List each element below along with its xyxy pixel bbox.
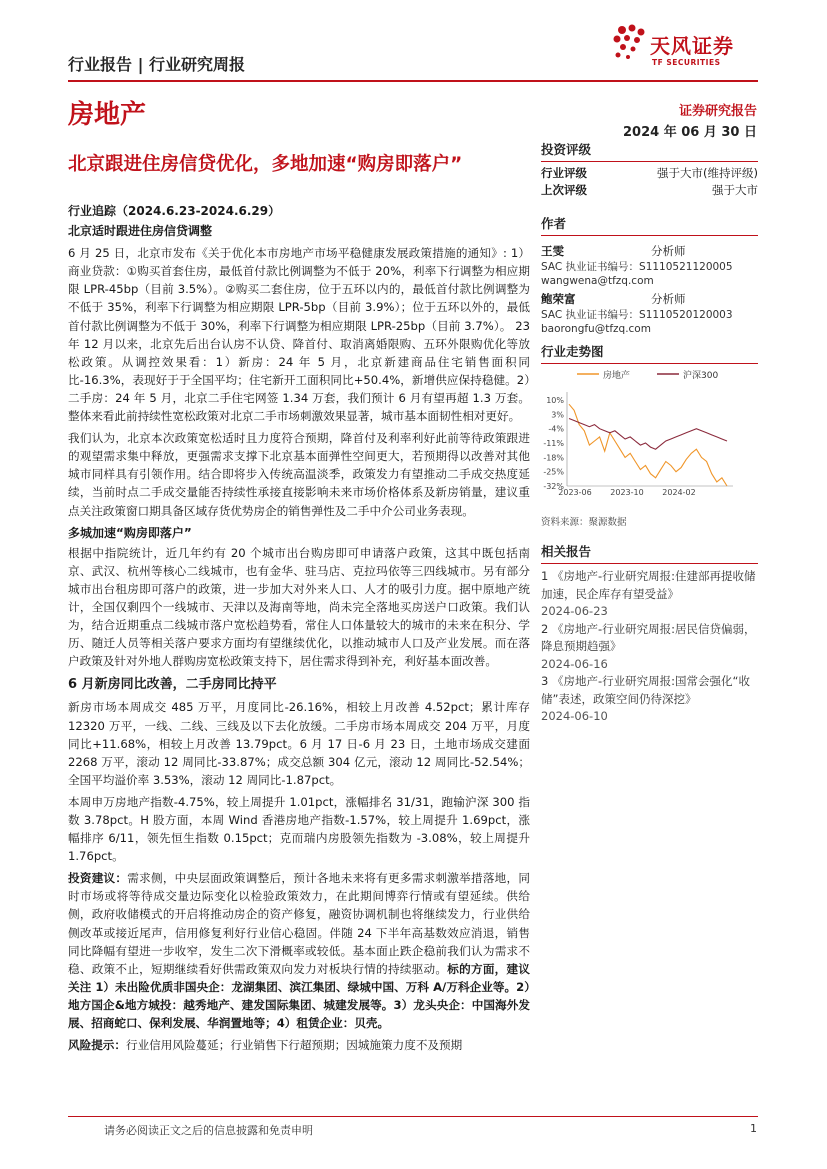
investment-label: 投资建议：: [68, 871, 128, 886]
series-line: [569, 419, 727, 450]
risk-text: 行业信用风险蔓延；行业销售下行超预期；因城施策力度不及预期: [125, 1038, 463, 1053]
prev-rating-row: [541, 182, 758, 199]
chart-source: 资料来源：聚源数据: [541, 517, 627, 528]
related-text[interactable]: 3 《房地产-行业研究周报:国常会强化“收储”表述，政策空间仍待深挖》: [541, 674, 750, 706]
x-tick-label: 2024-02: [662, 488, 696, 497]
sector-title: 房地产: [68, 100, 147, 130]
investment-targets: 标的方面，建议关注 1）未出险优质非国央企：龙湖集团、滨江集团、绿城中国、万科 A/万科企业等。2）地方国企&地方城投：越秀地产、建发国际集团、城建发展等。3）龙头央企：中国海外发展、招商蛇口、保利发展、华润置地等；4）租赁企业：贝壳。: [68, 961, 530, 1031]
paragraph-beijing-policy: 6 月 25 日，北京市发布《关于优化本市房地产市场平稳健康发展政策措施的通知》: 1）商业贷款：①购买首套住房，最低首付款比例调整为不低于 20%，利率下行调整为相应期限 LPR-45bp（目前 3.5%）。②购买二套住房，位于五环以内的，最低首付款比例调整为不低于 35%，利率下行调整为相应期限 LPR-5bp（目前 3.9%）；位于五环以外的，最低首付款比例调整为不低于 30%，利率下行调整为相应期限 LPR-25bp（目前 3.7%）。 23 年 12 月以来，北京先后出台认房不认贷、降首付、取消离婚限购、五环外限购优化等放松政策。从调控效果看：1）新房：24 年 5 月，北京新建商品住宅销售面积同比-16.3%，表现好于于全国平均；住宅新开工面积同比+50.4%，新增供应保持稳健。2）二手房：24 年 5 月，北京二手住宅网签 1.34 万套，我们预计 6 月有望再超 1.3 万套。整体来看此前持续性宽松政策对北京二手市场刺激效果显著，城市基本面韧性相对更好。: [68, 246, 530, 424]
rating-block: [541, 137, 758, 199]
report-title: 北京跟进住房信贷优化，多地加速“购房即落户”: [68, 154, 463, 175]
author-role: 分析师: [651, 292, 686, 306]
related-date: 2024-06-16: [541, 656, 608, 671]
author-name: 鲍荣富: [541, 292, 576, 306]
investment-text: 需求侧，中央层面政策调整后，预计各地未来将有更多需求刺激举措落地，同时市场或将等待成交量边际变化以检验政策效力，在此期间博弈行情或有望延续。供给侧，政府收储模式的开启将推动房企的资产修复，融资协调机制也将继续发力，行业供给侧改革或接近尾声，信用修复利好行业信心稳固。伴随 24 下半年高基数效应消退，销售同比降幅有望进一步收窄，发生二次下滑概率或较低。基本面止跌企稳前我们认为需求不稳、政策不止，短期继续看好供需政策双向发力对板块行情的持续驱动。: [68, 871, 530, 976]
related-text[interactable]: 2 《房地产-行业研究周报:居民信贷偏弱，降息预期趋强》: [541, 621, 756, 653]
y-tick-label: -32%: [543, 482, 564, 491]
rating-label: 行业评级: [541, 166, 587, 180]
related-block: [541, 542, 758, 726]
paragraph-hukou: 根据中指院统计，近几年约有 20 个城市出台购房即可申请落户政策，这其中既包括南京、武汉、杭州等核心二线城市，也有金华、驻马店、克拉玛依等三四线城市。另有部分城市出台租房即可落户的政策，进一步加大对外来人口、人才的吸引力度。据中原地产统计，全国仅剩四个一线城市、天津以及海南等地，尚未完全落地买房送户口政策。我们认为，结合近期重点二线城市落户宽松趋势看，常住人口体量较大的城市的未来在积分、学历、随迁人员等相关落户要求方面均有望继续优化，以推动城市人口及产业发展。而在落户政策及针对外地人群购房宽松政策支持下，居住需求得到补充，利好基本面改善。: [68, 545, 530, 669]
author-title: 作者: [541, 214, 758, 236]
author-block: [541, 214, 758, 336]
paragraph-opinion: 我们认为，北京本次政策宽松适时且力度符合预期，降首付及利率利好此前等待政策跟进的观望需求集中释放，更强需求支撑下北京基本面弹性空间更大，若预期得以改善对其他城市同样具有引领作用。结合即将步入传统高温淡季，政策发力有望推动二手成交热度延续，当前时点二手成交量能否持续性承接直接影响未来市场价格体系及新房销量，建议重点关注政策窗口期具备区域存货优势房企的销售弹性及二手中介公司业务表现。: [68, 431, 530, 518]
related-item[interactable]: [541, 621, 758, 674]
prev-rating-label: 上次评级: [541, 183, 587, 197]
footer-divider: [68, 1116, 758, 1117]
related-item[interactable]: [541, 568, 758, 621]
related-item[interactable]: [541, 673, 758, 726]
tracking-title: 行业追踪（2024.6.23-2024.6.29）: [68, 204, 281, 218]
footer-disclaimer: 请务必阅读正文之后的信息披露和免责申明: [104, 1124, 313, 1137]
author-item: [541, 243, 758, 288]
rating-title: 投资评级: [541, 137, 758, 162]
x-tick-label: 2023-10: [610, 488, 644, 497]
section-title-beijing: 北京适时跟进住房信贷调整: [68, 224, 213, 239]
industry-trend-chart: [541, 360, 758, 500]
page-number: 1: [750, 1122, 757, 1135]
risk-label: 风险提示：: [68, 1038, 126, 1053]
y-tick-label: -25%: [543, 467, 564, 477]
header-breadcrumb: 行业报告 | 行业研究周报: [68, 55, 245, 74]
y-tick-label: -11%: [543, 439, 564, 449]
y-tick-label: 3%: [551, 410, 564, 420]
main-content: [68, 200, 530, 1055]
author-sac: SAC 执业证书编号：S1110521120005: [541, 261, 733, 273]
logo-text-cn: 天风证券: [650, 34, 734, 58]
rating-row: [541, 165, 758, 182]
paragraph-index: 本周申万房地产指数-4.75%，较上周提升 1.01pct，涨幅排名 31/31，跑输沪深 300 指数 3.78pct。H 股方面，本周 Wind 香港房地产指数-1.57%，较上周提升 1.69pct，涨幅排序 6/11，领先恒生指数 0.15pct；克而瑞内房股领先指数为 -3.08%，较上周提升 1.76pct。: [68, 794, 530, 864]
y-tick-label: -18%: [543, 453, 564, 463]
related-date: 2024-06-23: [541, 604, 608, 618]
logo-mark-icon: [610, 22, 650, 68]
chart-title: 行业走势图: [541, 342, 758, 364]
company-logo: [610, 22, 760, 72]
y-tick-label: -4%: [548, 424, 564, 434]
related-title: 相关报告: [541, 542, 758, 564]
author-email[interactable]: baorongfu@tfzq.com: [541, 323, 651, 335]
related-text[interactable]: 1 《房地产-行业研究周报:住建部再提收储加速，民企库存有望受益》: [541, 569, 756, 601]
author-email[interactable]: wangwena@tfzq.com: [541, 275, 654, 287]
related-date: 2024-06-10: [541, 709, 608, 723]
prev-rating-value: 强于大市: [712, 183, 758, 197]
paragraph-market: 新房市场本周成交 485 万平，月度同比-26.16%，相较上月改善 4.52pct；累计库存 12320 万平，一线、二线、三线及以下去化放缓。二手房市场本周成交 204 万平，月度同比+11.68%，相较上月改善 13.79pct。6 月 17 日-6 月 23 日，土地市场成交建面 2268 万平，滚动 12 周同比-33.87%；成交总额 304 亿元，滚动 12 周同比-52.54%；全国平均溢价率 3.53%，滚动 12 周同比-1.87pct。: [68, 700, 530, 787]
y-tick-label: 10%: [546, 396, 564, 406]
header-divider: [68, 80, 758, 82]
x-tick-label: 2023-06: [558, 488, 592, 497]
logo-text-en: TF SECURITIES: [652, 58, 721, 67]
paragraph-risk: [68, 1036, 530, 1054]
paragraph-investment: [68, 869, 530, 1032]
author-item: [541, 291, 758, 336]
author-role: 分析师: [651, 244, 686, 258]
author-name: 王雯: [541, 244, 564, 258]
rating-value: 强于大市(维持评级): [657, 166, 758, 180]
section-title-market: 6 月新房同比改善，二手房同比持平: [68, 677, 277, 693]
author-sac: SAC 执业证书编号：S1110520120003: [541, 309, 733, 321]
report-type: 证券研究报告: [678, 104, 757, 119]
legend-label: 沪深300: [683, 371, 719, 381]
report-date: 2024 年 06 月 30 日: [623, 125, 757, 140]
section-title-hukou: 多城加速“购房即落户”: [68, 525, 192, 540]
legend-label: 房地产: [603, 371, 631, 381]
